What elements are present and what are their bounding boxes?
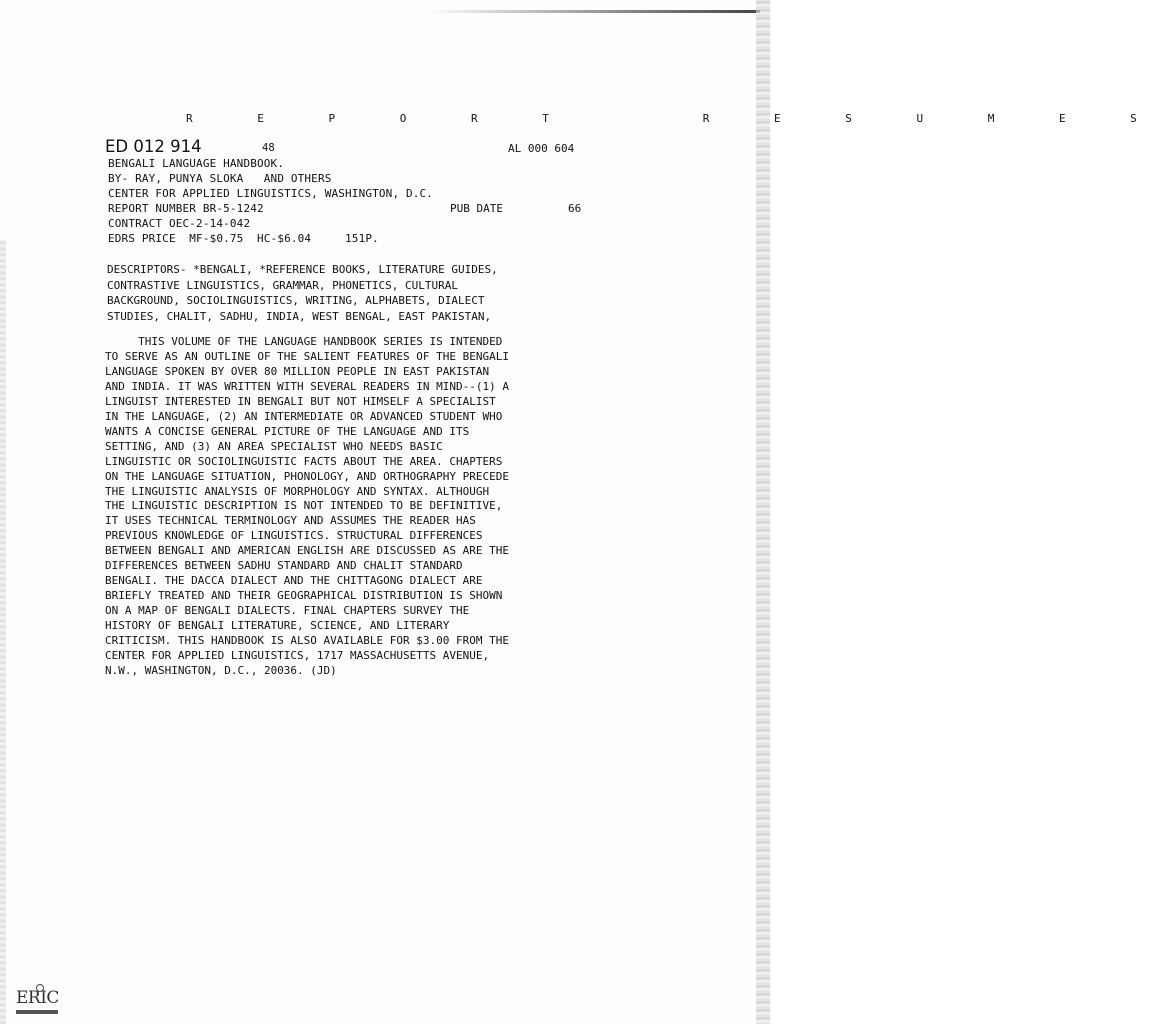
pub-date-value: 66 bbox=[568, 202, 582, 215]
scan-edge-right bbox=[756, 0, 770, 1024]
eric-logo-text: ERIC bbox=[16, 988, 59, 1008]
accession-number: AL 000 604 bbox=[508, 142, 575, 155]
descriptors: DESCRIPTORS- *BENGALI, *REFERENCE BOOKS, LITERATURE GUIDES, CONTRASTIVE LINGUISTICS, GRAMMAR, PHONETICS, CULTURAL BACKGROUND, SOCIOLINGUISTICS, WRITING, ALPHABETS, DIALECT STUDIES, CHALIT, SADHU, INDIA, WEST BENGAL, EAST PAKISTAN, bbox=[107, 263, 498, 323]
report-resumes-title: R E P O R T R E S U M E S bbox=[186, 112, 1157, 125]
abstract: THIS VOLUME OF THE LANGUAGE HANDBOOK SERIES IS INTENDED TO SERVE AS AN OUTLINE OF THE SALIENT FEATURES OF THE BENGALI LANGUAGE SPOKEN BY OVER 80 MILLION PEOPLE IN EAST PAKISTAN AND INDIA. IT WAS WRITTEN WITH SEVERAL READERS IN MIND--(1) A LINGUIST INTERESTED IN BENGALI BUT NOT HIMSELF A SPECIALIST IN THE LANGUAGE, (2) AN INTERMEDIATE OR ADVANCED STUDENT WHO WANTS A CONCISE GENERAL PICTURE OF THE LANGUAGE AND ITS SETTING, AND (3) AN AREA SPECIALIST WHO NEEDS BASIC LINGUISTIC OR SOCIOLINGUISTIC FACTS ABOUT THE AREA. CHAPTERS ON THE LANGUAGE SITUATION, PHONOLOGY, AND ORTHOGRAPHY PRECEDE THE LINGUISTIC ANALYSIS OF MORPHOLOGY AND SYNTAX. ALTHOUGH THE LINGUISTIC DESCRIPTION IS NOT INTENDED TO BE DEFINITIVE, IT USES TECHNICAL TERMINOLOGY AND ASSUMES THE READER HAS PREVIOUS KNOWLEDGE OF LINGUISTICS. STRUCTURAL DIFFERENCES BETWEEN BENGALI AND AMERICAN ENGLISH ARE DISCUSSED AS ARE THE DIFFERENCES BETWEEN SADHU STANDARD AND CHALIT STANDARD BENGALI. THE DACCA DIALECT AND THE CHITTAGONG DIALECT ARE BRIEFLY TREATED AND THEIR GEOGRAPHICAL DISTRIBUTION IS SHOWN ON A MAP OF BENGALI DIALECTS. FINAL CHAPTERS SURVEY THE HISTORY OF BENGALI LITERATURE, SCIENCE, AND LITERARY CRITICISM. THIS HANDBOOK IS ALSO AVAILABLE FOR $3.00 FROM THE CENTER FOR APPLIED LINGUISTICS, 1717 MASSACHUSETTS AVENUE, N.W., WASHINGTON, D.C., 20036. (JD) bbox=[105, 335, 509, 677]
pub-date-label: PUB DATE bbox=[450, 202, 503, 215]
contract-number: CONTRACT OEC-2-14-042 bbox=[108, 217, 251, 230]
document-title: BENGALI LANGUAGE HANDBOOK. bbox=[108, 157, 285, 170]
ed-number: ED 012 914 bbox=[105, 137, 202, 156]
scan-edge-left bbox=[0, 240, 6, 1024]
edrs-price: EDRS PRICE MF-$0.75 HC-$6.04 151P. bbox=[108, 232, 379, 245]
eric-logo-bar bbox=[16, 1010, 58, 1014]
eric-logo bbox=[14, 986, 60, 1016]
report-number: REPORT NUMBER BR-5-1242 bbox=[108, 202, 264, 215]
scan-artifact-line bbox=[430, 10, 760, 13]
institution: CENTER FOR APPLIED LINGUISTICS, WASHINGTON, D.C. bbox=[108, 187, 434, 200]
ed-sub-number: 48 bbox=[262, 142, 275, 154]
authors: BY- RAY, PUNYA SLOKA AND OTHERS bbox=[108, 172, 332, 185]
